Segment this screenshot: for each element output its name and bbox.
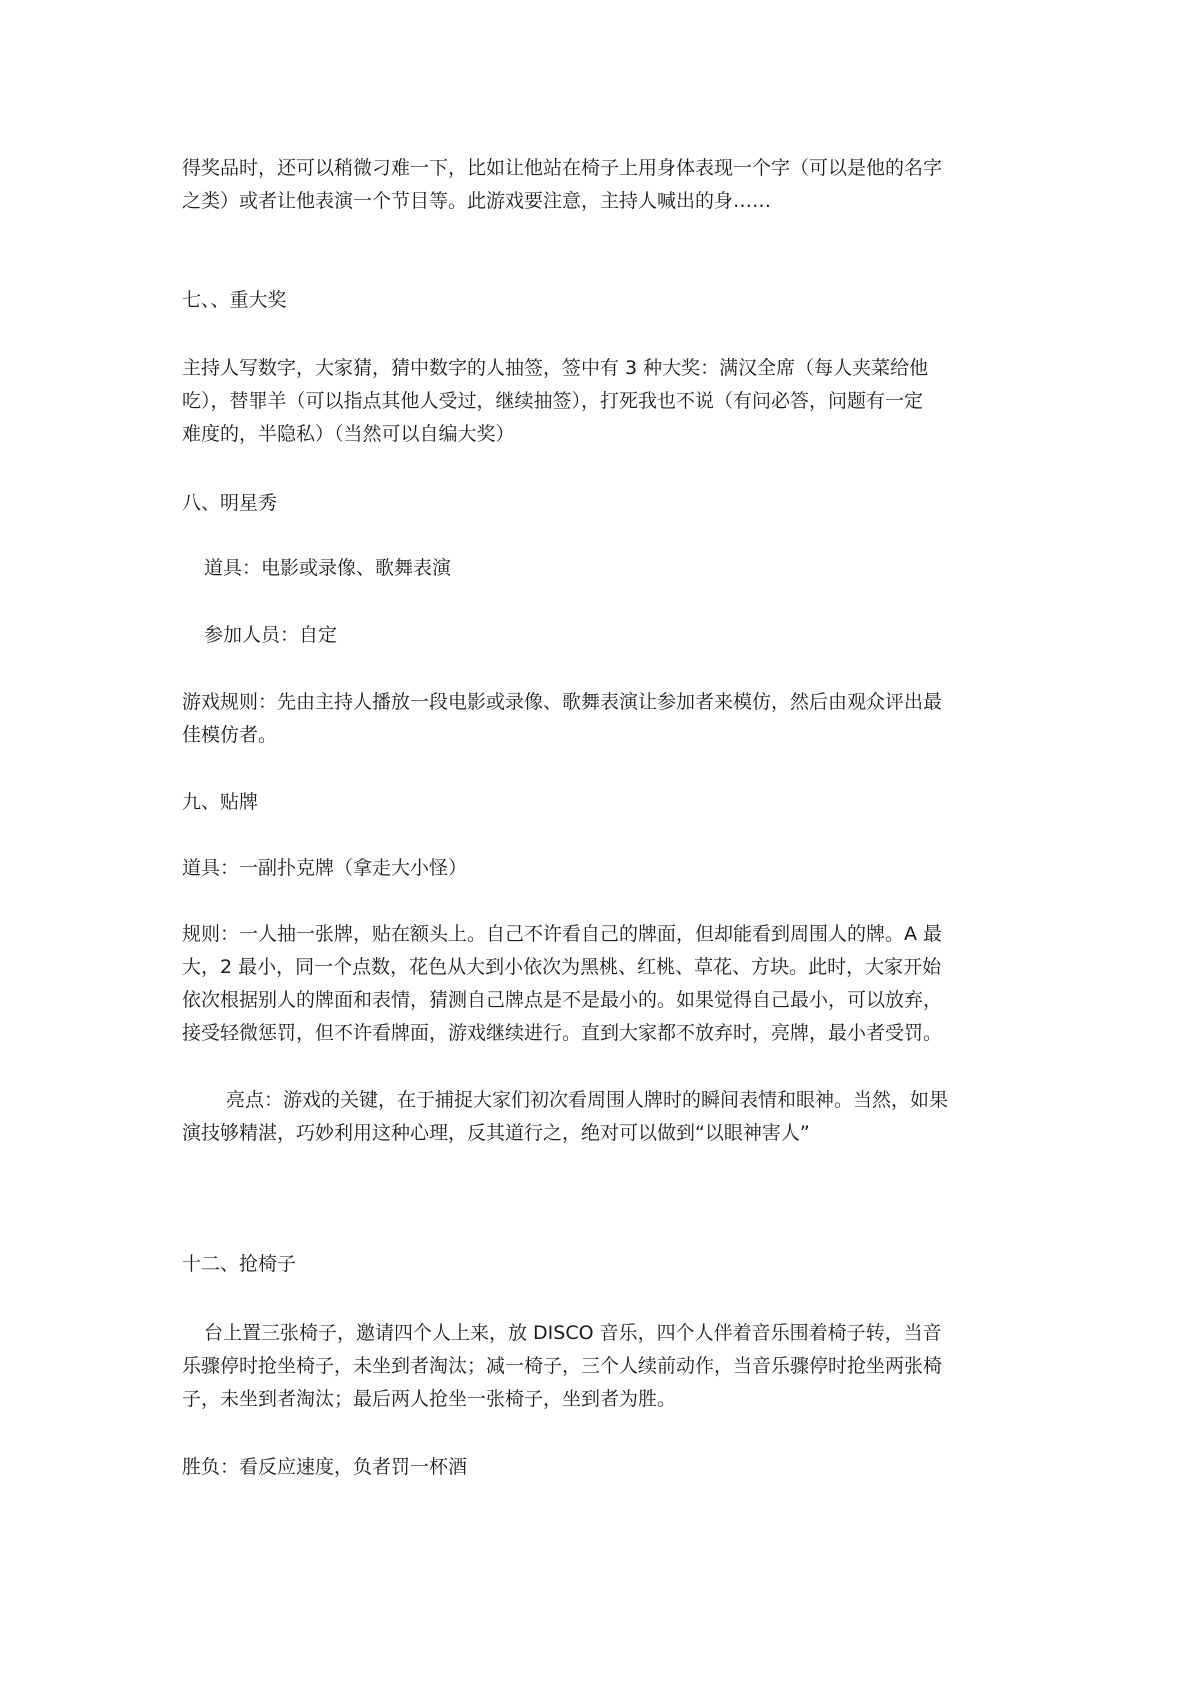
intro-paragraph xyxy=(182,152,1027,218)
text-line: 佳模仿者。 xyxy=(182,724,278,746)
text-line: 道具：电影或录像、歌舞表演 xyxy=(204,557,452,579)
text-line: 得奖品时，还可以稍微刁难一下，比如让他站在椅子上用身体表现一个字（可以是他的名字 xyxy=(182,157,943,179)
text-line: 子，未坐到者淘汰；最后两人抢坐一张椅子，坐到者为胜。 xyxy=(182,1388,677,1410)
heading-text: 十二、抢椅子 xyxy=(182,1253,297,1275)
heading-text: 七、、重大奖 xyxy=(182,289,287,311)
heading-text: 九、贴牌 xyxy=(182,791,259,813)
text-line: 道具：一副扑克牌（拿走大小怪） xyxy=(182,857,468,879)
section-heading-9 xyxy=(182,786,1027,819)
text-line: 主持人写数字，大家猜，猜中数字的人抽签，签中有 3 种大奖：满汉全席（每人夹菜给他 xyxy=(182,357,929,379)
section-9-rules xyxy=(182,918,1027,1050)
section-8-rules xyxy=(182,686,1027,752)
text-line: 乐骤停时抢坐椅子，未坐到者淘汰；减一椅子，三个人续前动作，当音乐骤停时抢坐两张椅 xyxy=(182,1355,943,1377)
section-9-props xyxy=(182,852,1027,885)
text-line: 大，2 最小，同一个点数，花色从大到小依次为黑桃、红桃、草花、方块。此时，大家开始 xyxy=(182,956,942,978)
section-8-props xyxy=(204,552,1049,585)
text-line: 游戏规则：先由主持人播放一段电影或录像、歌舞表演让参加者来模仿，然后由观众评出最 xyxy=(182,691,943,713)
heading-text: 八、明星秀 xyxy=(182,492,278,514)
section-7-body xyxy=(182,352,1027,451)
text-line: 演技够精湛，巧妙利用这种心理，反其道行之，绝对可以做到“以眼神害人” xyxy=(182,1122,810,1144)
text-line: 接受轻微惩罚，但不许看牌面，游戏继续进行。直到大家都不放弃时，亮牌，最小者受罚。 xyxy=(182,1022,943,1044)
section-9-highlight xyxy=(182,1084,1027,1150)
text-line: 亮点：游戏的关键，在于捕捉大家们初次看周围人牌时的瞬间表情和眼神。当然，如果 xyxy=(226,1089,949,1111)
section-12-result xyxy=(182,1451,1027,1484)
section-heading-8 xyxy=(182,487,1027,520)
text-line: 难度的，半隐私）（当然可以自编大奖） xyxy=(182,423,515,445)
section-heading-12 xyxy=(182,1248,1027,1281)
text-line: 依次根据别人的牌面和表情，猜测自己牌点是不是最小的。如果觉得自己最小，可以放弃， xyxy=(182,989,943,1011)
section-8-people xyxy=(204,619,1049,652)
text-line: 参加人员：自定 xyxy=(204,624,338,646)
text-line: 之类）或者让他表演一个节目等。此游戏要注意，主持人喊出的身…… xyxy=(182,190,772,212)
text-line: 吃），替罪羊（可以指点其他人受过，继续抽签），打死我也不说（有问必答，问题有一定 xyxy=(182,390,924,412)
text-line: 规则：一人抽一张牌，贴在额头上。自己不许看自己的牌面，但却能看到周围人的牌。A 最 xyxy=(182,923,943,945)
section-heading-7 xyxy=(182,284,1027,317)
section-12-body xyxy=(182,1317,1027,1416)
text-line: 胜负：看反应速度，负者罚一杯酒 xyxy=(182,1456,468,1478)
text-line: 台上置三张椅子，邀请四个人上来，放 DISCO 音乐，四个人伴着音乐围着椅子转，当音 xyxy=(204,1322,942,1344)
